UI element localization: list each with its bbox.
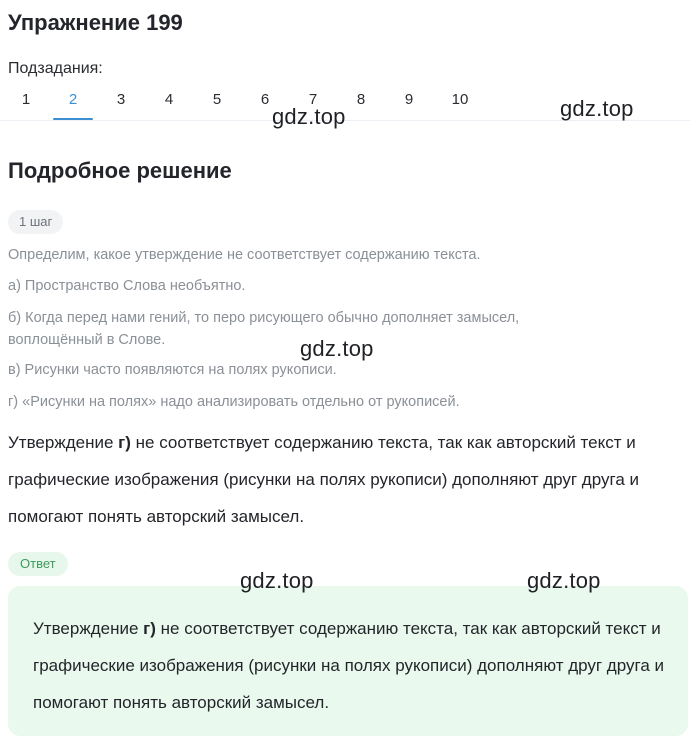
subtasks-label: Подзадания: (8, 60, 103, 77)
watermark: gdz.top (272, 104, 346, 129)
answer-rest: не соответствует содержанию текста, так как авторский текст и графические изображения (рисунки на полях рукописи) дополняют друг друга и помогают понять авторский замысел. (33, 619, 664, 712)
tab-10[interactable]: 10 (451, 91, 469, 108)
answer-prefix: Утверждение (33, 619, 144, 638)
solution-title: Подробное решение (8, 158, 232, 183)
answer-bold: г) (143, 619, 156, 638)
solution-line-b: б) Когда перед нами гений, то перо рисующего обычно дополняет замысел, воплощённый в Слове. (8, 310, 520, 348)
solution-line-intro: Определим, какое утверждение не соответствует содержанию текста. (8, 247, 481, 263)
watermark: gdz.top (560, 96, 634, 121)
solution-line-g: г) «Рисунки на полях» надо анализировать отдельно от рукописей. (8, 394, 460, 410)
conclusion-rest: не соответствует содержанию текста, так как авторский текст и графические изображения (рисунки на полях рукописи) дополняют друг друга и помогают понять авторский замысел. (8, 433, 639, 526)
tab-5[interactable]: 5 (212, 91, 222, 108)
page-title: Упражнение 199 (8, 10, 183, 35)
tab-6[interactable]: 6 (260, 91, 270, 108)
tab-8[interactable]: 8 (356, 91, 366, 108)
tab-9[interactable]: 9 (404, 91, 414, 108)
answer-text (33, 610, 673, 721)
tab-7[interactable]: 7 (308, 91, 318, 108)
solution-line-v: в) Рисунки часто появляются на полях рукописи. (8, 362, 337, 378)
solution-line-a: а) Пространство Слова необъятно. (8, 278, 246, 294)
tab-2[interactable]: 2 (53, 86, 93, 118)
solution-conclusion (8, 424, 692, 535)
conclusion-prefix: Утверждение (8, 433, 119, 452)
watermark: gdz.top (300, 336, 374, 361)
step-badge: 1 шаг (8, 210, 63, 234)
conclusion-bold: г) (118, 433, 131, 452)
answer-box (8, 586, 688, 736)
tab-1[interactable]: 1 (21, 91, 31, 108)
watermark: gdz.top (240, 568, 314, 593)
watermark: gdz.top (527, 568, 601, 593)
answer-badge: Ответ (8, 552, 68, 576)
tab-4[interactable]: 4 (164, 91, 174, 108)
tab-3[interactable]: 3 (116, 91, 126, 108)
